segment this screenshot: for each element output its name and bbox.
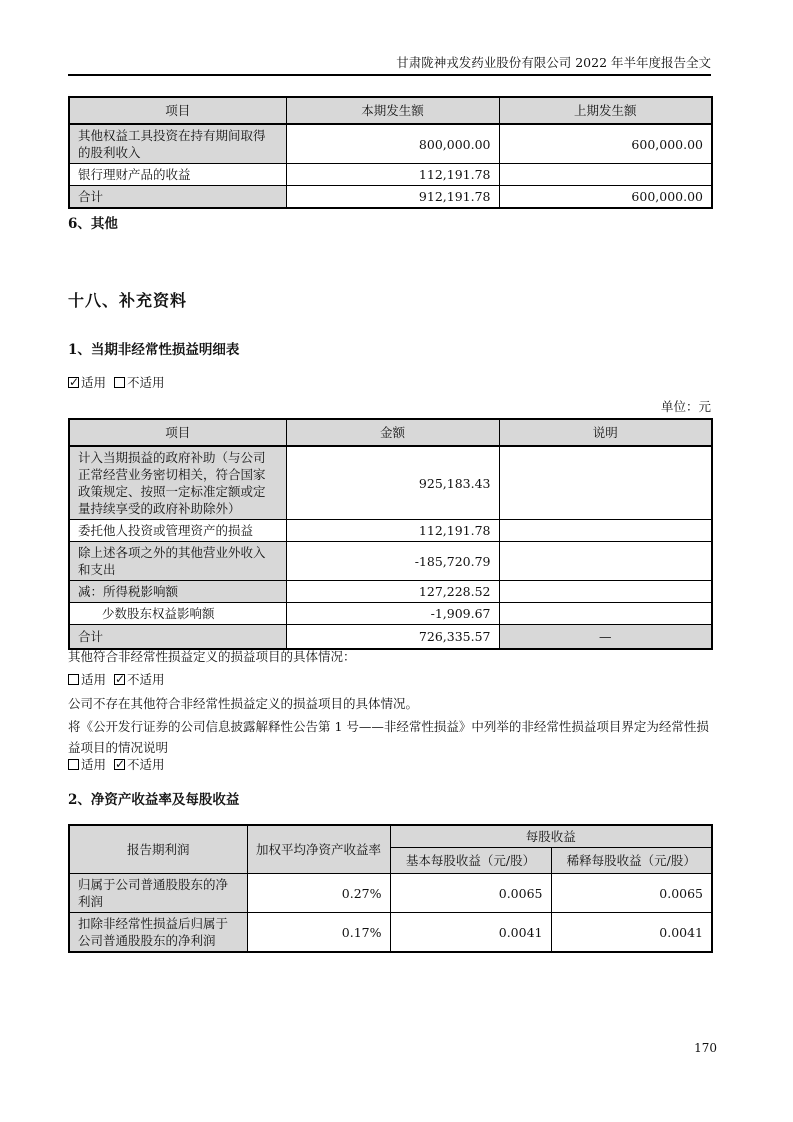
check-mark-icon: ✓ bbox=[115, 757, 126, 771]
cell-note bbox=[499, 603, 712, 625]
table-row bbox=[69, 603, 712, 625]
cell-note bbox=[499, 581, 712, 603]
cell-basic-eps: 0.0065 bbox=[390, 874, 551, 913]
table-row bbox=[69, 581, 712, 603]
check-mark-icon: ✓ bbox=[115, 672, 126, 686]
column-header-item: 项目 bbox=[69, 419, 286, 446]
checkbox-label-apply: 适用 bbox=[81, 672, 107, 687]
column-header-amount: 金额 bbox=[286, 419, 499, 446]
cell-item: 减：所得税影响额 bbox=[69, 581, 286, 603]
column-header-note: 说明 bbox=[499, 419, 712, 446]
cell-diluted-eps: 0.0065 bbox=[551, 874, 712, 913]
checkbox-label-not-apply: 不适用 bbox=[127, 672, 165, 687]
column-header-current: 本期发生额 bbox=[286, 97, 499, 124]
dividend-income-table bbox=[68, 96, 713, 209]
applicability-line-3 bbox=[68, 757, 711, 773]
cell-item: 归属于公司普通股股东的净利润 bbox=[69, 874, 247, 913]
cell-prior-amount bbox=[499, 164, 712, 186]
cell-amount: -1,909.67 bbox=[286, 603, 499, 625]
cell-basic-eps: 0.0041 bbox=[390, 913, 551, 953]
applicability-line-2 bbox=[68, 672, 711, 688]
cell-current-amount: 800,000.00 bbox=[286, 124, 499, 164]
checkbox-unchecked-icon bbox=[114, 377, 125, 388]
table-header-row bbox=[69, 419, 712, 446]
cell-item-total: 合计 bbox=[69, 625, 286, 649]
heading-other: 6、其他 bbox=[68, 216, 118, 232]
table-row bbox=[69, 446, 712, 520]
cell-note bbox=[499, 520, 712, 542]
table-row bbox=[69, 520, 712, 542]
checkbox-unchecked-icon bbox=[68, 674, 79, 685]
note-definition: 将《公开发行证券的公司信息披露解释性公告第 1 号——非经常性损益》中列举的非经常性损益项目界定为经常性损益项目的情况说明 bbox=[68, 719, 709, 755]
checkbox-checked-icon bbox=[114, 759, 125, 770]
page-number: 170 bbox=[694, 1041, 717, 1055]
cell-item: 扣除非经常性损益后归属于公司普通股股东的净利润 bbox=[69, 913, 247, 953]
checkbox-label-not-apply: 不适用 bbox=[127, 757, 165, 772]
cell-roe: 0.17% bbox=[247, 913, 390, 953]
unit-label: 单位：元 bbox=[660, 399, 711, 414]
column-header-basic-eps: 基本每股收益（元/股） bbox=[390, 848, 551, 874]
checkbox-unchecked-icon bbox=[68, 759, 79, 770]
roe-eps-table bbox=[68, 824, 713, 953]
column-header-item: 项目 bbox=[69, 97, 286, 124]
checkbox-label-apply: 适用 bbox=[81, 757, 107, 772]
cell-note bbox=[499, 446, 712, 520]
cell-amount: 726,335.57 bbox=[286, 625, 499, 649]
column-header-diluted-eps: 稀释每股收益（元/股） bbox=[551, 848, 712, 874]
cell-item: 委托他人投资或管理资产的损益 bbox=[69, 520, 286, 542]
cell-amount: 127,228.52 bbox=[286, 581, 499, 603]
check-mark-icon: ✓ bbox=[69, 375, 80, 389]
cell-note: — bbox=[499, 625, 712, 649]
table-total-row bbox=[69, 625, 712, 649]
checkbox-checked-icon bbox=[68, 377, 79, 388]
cell-amount: 925,183.43 bbox=[286, 446, 499, 520]
heading-nonrecurring: 1、当期非经常性损益明细表 bbox=[68, 342, 240, 358]
cell-item: 少数股东权益影响额 bbox=[69, 603, 286, 625]
cell-item: 计入当期损益的政府补助（与公司正常经营业务密切相关，符合国家政策规定、按照一定标准定额或定量持续享受的政府补助除外） bbox=[69, 446, 286, 520]
cell-note bbox=[499, 542, 712, 581]
checkbox-label-apply: 适用 bbox=[81, 375, 107, 390]
page-header bbox=[68, 54, 711, 76]
column-header-prior: 上期发生额 bbox=[499, 97, 712, 124]
cell-item: 其他权益工具投资在持有期间取得的股利收入 bbox=[69, 124, 286, 164]
table-row bbox=[69, 913, 712, 953]
checkbox-label-not-apply: 不适用 bbox=[127, 375, 165, 390]
cell-item: 除上述各项之外的其他营业外收入和支出 bbox=[69, 542, 286, 581]
cell-amount: -185,720.79 bbox=[286, 542, 499, 581]
note-no-other: 公司不存在其他符合非经常性损益定义的损益项目的具体情况。 bbox=[68, 696, 419, 711]
table-row bbox=[69, 124, 712, 164]
cell-amount: 112,191.78 bbox=[286, 520, 499, 542]
cell-item: 银行理财产品的收益 bbox=[69, 164, 286, 186]
nonrecurring-items-table bbox=[68, 418, 713, 650]
table-total-row bbox=[69, 186, 712, 209]
table-row bbox=[69, 542, 712, 581]
column-header-profit: 报告期利润 bbox=[69, 825, 247, 874]
report-title: 甘肃陇神戎发药业股份有限公司 2022 年半年度报告全文 bbox=[396, 55, 711, 70]
heading-roe-eps: 2、净资产收益率及每股收益 bbox=[68, 792, 240, 808]
cell-prior-amount: 600,000.00 bbox=[499, 124, 712, 164]
note-other-situation: 其他符合非经常性损益定义的损益项目的具体情况： bbox=[68, 649, 356, 664]
heading-supplementary: 十八、补充资料 bbox=[68, 291, 188, 310]
column-header-roe: 加权平均净资产收益率 bbox=[247, 825, 390, 874]
table-row bbox=[69, 874, 712, 913]
cell-diluted-eps: 0.0041 bbox=[551, 913, 712, 953]
checkbox-checked-icon bbox=[114, 674, 125, 685]
column-header-eps-group: 每股收益 bbox=[390, 825, 712, 848]
table-row bbox=[69, 164, 712, 186]
table-header-row bbox=[69, 825, 712, 848]
applicability-line-1 bbox=[68, 375, 711, 391]
cell-roe: 0.27% bbox=[247, 874, 390, 913]
table-header-row bbox=[69, 97, 712, 124]
cell-current-amount: 112,191.78 bbox=[286, 164, 499, 186]
cell-item-total: 合计 bbox=[69, 186, 286, 209]
cell-prior-amount: 600,000.00 bbox=[499, 186, 712, 209]
cell-current-amount: 912,191.78 bbox=[286, 186, 499, 209]
